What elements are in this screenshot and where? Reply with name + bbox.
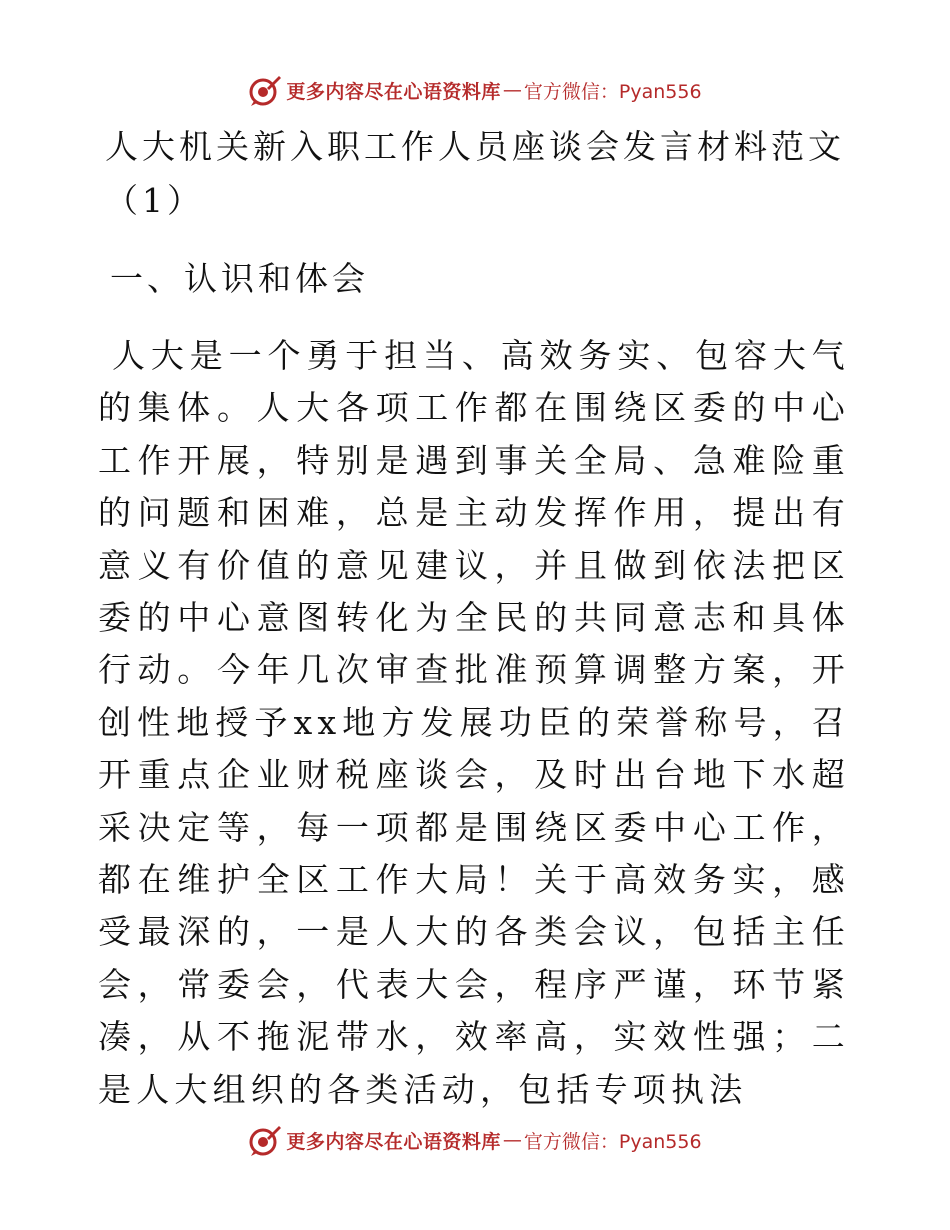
footer-banner bbox=[0, 1120, 950, 1160]
body-paragraph: 人大是一个勇于担当、高效务实、包容大气的集体。人大各项工作都在围绕区委的中心工作开展，特别是遇到事关全局、急难险重的问题和困难，总是主动发挥作用，提出有意义有价值的意见建议，并且做到依法把区委的中心意图转化为全民的共同意志和具体行动。今年几次审查批准预算调整方案，开创性地授予xx地方发展功臣的荣誉称号，召开重点企业财税座谈会，及时出台地下水超采决定等，每一项都是围绕区委中心工作，都在维护全区工作大局！关于高效务实，感受最深的，一是人大的各类会议，包括主任会，常委会，代表大会，程序严谨，环节紧凑，从不拖泥带水，效率高，实效性强；二是人大组织的各类活动，包括专项执法 bbox=[98, 336, 850, 1109]
section-heading: 一、认识和体会 bbox=[110, 259, 369, 298]
banner-dash: — bbox=[502, 79, 522, 101]
banner-wechat-text: 官方微信：Pyan556 bbox=[523, 80, 702, 103]
pen-nib-logo-icon bbox=[248, 73, 282, 107]
document-title: 人大机关新入职工作人员座谈会发言材料范文（1） bbox=[105, 127, 845, 220]
banner-main-text: 更多内容尽在心语资料库 bbox=[286, 1130, 501, 1153]
header-banner bbox=[0, 70, 950, 110]
banner-main-text: 更多内容尽在心语资料库 bbox=[286, 80, 501, 103]
banner-wechat-text: 官方微信：Pyan556 bbox=[523, 1130, 702, 1153]
pen-nib-logo-icon bbox=[248, 1123, 282, 1157]
banner-dash: — bbox=[502, 1129, 522, 1151]
